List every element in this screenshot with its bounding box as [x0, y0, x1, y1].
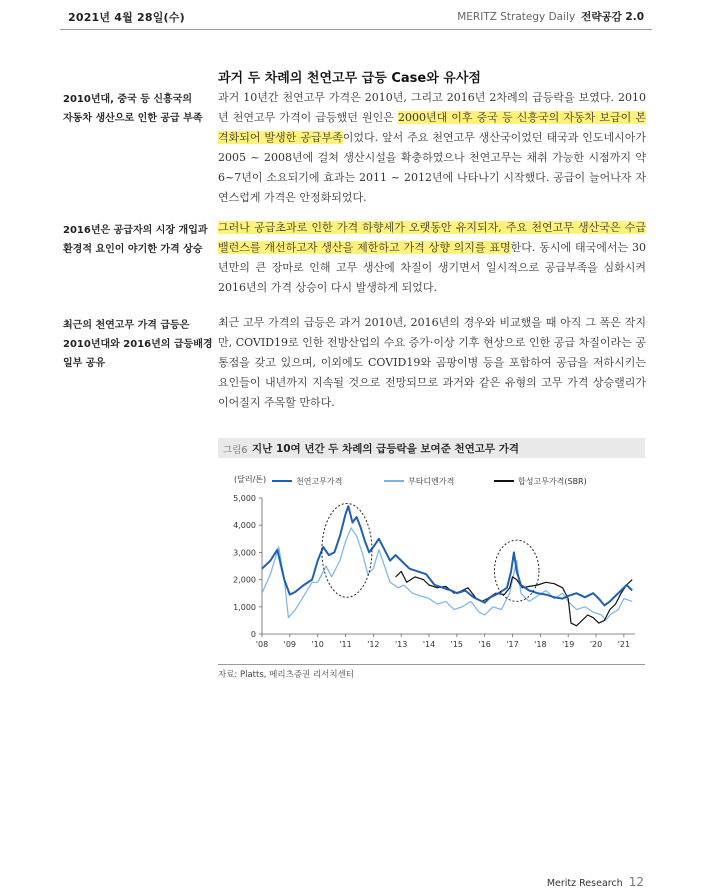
page-number: 12: [628, 875, 644, 889]
side-note-line: 2010년대와 2016년의 급등배경: [63, 339, 213, 350]
side-note-line: 2010년대, 중국 등 신흥국의: [63, 94, 193, 105]
side-note-line: 최근의 천연고무 가격 급등은: [63, 320, 190, 331]
header-divider: [60, 29, 652, 30]
paragraph-text: 이었다. 앞서 주요 천연고무 생산국이었던 태국과 인도네시아가 2005 ~ 2008년에 걸쳐 생산시설을 확충하였으나 천연고무는 채취 가능한 시점까지 약 6~7년이 소요되기에 효과는 2011 ~ 2012년에 나타나기 시작했다. 공급이 늘어나자 자연스럽게 가격은 안정화되었다.: [218, 131, 646, 204]
x-tick-label: '17: [506, 640, 519, 649]
side-note-line: 일부 공유: [63, 358, 106, 369]
y-tick-label: 2,000: [233, 575, 256, 585]
y-tick-label: 0: [250, 630, 256, 639]
x-tick-label: '11: [339, 640, 352, 649]
legend-label: 부타디엔가격: [408, 477, 455, 486]
side-note-line: 2016년은 공급자의 시장 개입과: [63, 225, 208, 236]
y-unit-label: (달러/톤): [234, 475, 267, 484]
report-section: 전략공감 2.0: [581, 11, 644, 23]
paragraph-text: 과거 10년간 천연고무 가격은 2010년, 그리고 2016년 2차례의 급등락을 보였다. 2010년 천연고무 가격이 급등했던 원인은: [218, 91, 646, 124]
figure-title: 지난 10여 년간 두 차례의 급등락을 보여준 천연고무 가격: [252, 443, 520, 455]
y-tick-label: 1,000: [233, 602, 256, 612]
series-line: [262, 506, 632, 605]
x-tick-label: '09: [283, 640, 297, 649]
series-line: [262, 528, 632, 621]
highlighted-text: 그러나 공급초과로 인한 가격 하향세가 오랫동안 유지되자, 주요 천연고무 생산국은 수급 밸런스를 개선하고자 생산을 제한하고 가격 상향 의지를 표명: [218, 221, 646, 254]
figure-source: 자료: Platts, 메리츠증권 리서치센터: [218, 670, 354, 680]
y-tick-label: 5,000: [233, 494, 256, 503]
report-brand: MERITZ Strategy Daily: [457, 11, 576, 23]
x-tick-label: '14: [422, 640, 436, 649]
x-tick-label: '19: [561, 640, 575, 649]
highlighted-text: 2000년대 이후 중국 등 신흥국의 자동차 보급이 본격화되어 발생한 공급부족: [218, 111, 646, 144]
legend-label: 합성고무가격(SBR): [518, 477, 587, 486]
source-divider: [218, 664, 645, 665]
figure-number: 그림6: [223, 445, 248, 456]
side-note-line: 환경적 요인이 야기한 가격 상승: [63, 244, 203, 255]
x-tick-label: '16: [478, 640, 491, 649]
page-footer: [547, 875, 644, 889]
report-series: [457, 9, 644, 24]
y-tick-label: 3,000: [233, 548, 256, 558]
section-title: 과거 두 차례의 천연고무 급등 Case와 유사점: [218, 71, 481, 86]
paragraph-2: [218, 218, 646, 298]
figure-title-bar: [218, 438, 645, 458]
paragraph-3: [218, 313, 646, 413]
x-tick-label: '13: [394, 640, 408, 649]
x-tick-label: '20: [589, 640, 603, 649]
x-tick-label: '10: [311, 640, 324, 649]
paragraph-text: 한다. 동시에 태국에서는 30년만의 큰 장마로 인해 고무 생산에 차질이 생기면서 일시적으로 공급부족을 심화시켜 2016년의 가격 상승이 다시 발생하게 되었다.: [218, 241, 647, 294]
side-note-3: [63, 316, 213, 373]
side-note-line: 자동차 생산으로 인한 공급 부족: [63, 113, 203, 124]
rubber-price-chart: [218, 462, 645, 662]
paragraph-1: [218, 88, 646, 208]
x-tick-label: '08: [255, 640, 269, 649]
legend-label: 천연고무가격: [296, 477, 343, 486]
x-tick-label: '18: [534, 640, 547, 649]
x-tick-label: '12: [367, 640, 380, 649]
x-tick-label: '21: [617, 640, 631, 649]
page-header: [0, 0, 712, 30]
report-date: 2021년 4월 28일(수): [68, 11, 185, 24]
y-tick-label: 4,000: [233, 521, 256, 531]
highlight-ellipse: [322, 503, 372, 597]
x-tick-label: '15: [450, 640, 464, 649]
paragraph-text: 최근 고무 가격의 급등은 과거 2010년, 2016년의 경우와 비교했을 때 아직 그 폭은 작지만, COVID19로 인한 전방산업의 수요 증가·이상 기후 현상으로 인한 공급 차질이라는 공통점을 갖고 있으며, 이외에도 COVID19와 곰팡이병 등을 포함하여 공급을 저하시키는 요인들이 내년까지 지속될 것으로 전망되므로 과거와 같은 유형의 고무 가격 상승랠리가 이어질지 주목할 만하다.: [218, 316, 646, 409]
side-note-2: [63, 221, 213, 259]
side-note-1: [63, 90, 213, 128]
footer-brand: Meritz Research: [546, 878, 623, 889]
